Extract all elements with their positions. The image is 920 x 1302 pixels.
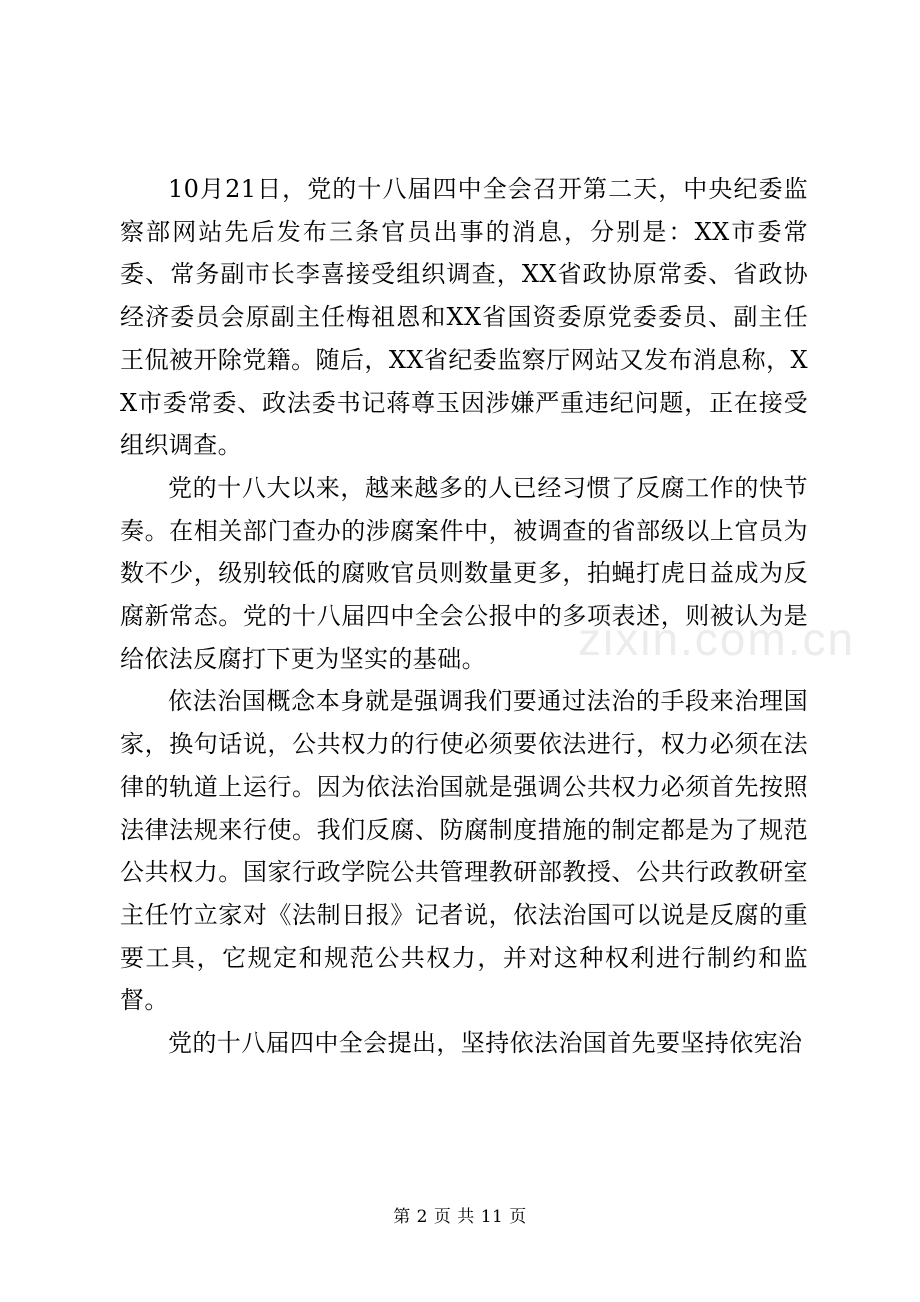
- page-number-footer: 第 2 页 共 11 页: [393, 1207, 527, 1227]
- paragraph-4: 党的十八届四中全会提出，坚持依法治国首先要坚持依宪治: [168, 1029, 803, 1058]
- paragraph-1: 10月21日，党的十八届四中全会召开第二天，中央纪委监察部网站先后发布三条官员出事的消息，分别是：XX市委常委、常务副市长李喜接受组织调查，XX省政协原常委、省政协经济委员会原副主任梅祖恩和XX省国资委原党委委员、副主任王侃被开除党籍。随后，XX省纪委监察厅网站又发布消息称，XX市委常委、政法委书记蒋尊玉因涉嫌严重违纪问题，正在接受组织调查。: [120, 175, 808, 460]
- paragraph-2: 党的十八大以来，越来越多的人已经习惯了反腐工作的快节奏。在相关部门查办的涉腐案件中，被调查的省部级以上官员为数不少，级别较低的腐败官员则数量更多，拍蝇打虎日益成为反腐新常态。党的十八届四中全会公报中的多项表述，则被认为是给依法反腐打下更为坚实的基础。: [120, 473, 808, 673]
- paragraph-3: 依法治国概念本身就是强调我们要通过法治的手段来治理国家，换句话说，公共权力的行使必须要依法进行，权力必须在法律的轨道上运行。因为依法治国就是强调公共权力必须首先按照法律法规来行使。我们反腐、防腐制度措施的制定都是为了规范公共权力。国家行政学院公共管理教研部教授、公共行政教研室主任竹立家对《法制日报》记者说，依法治国可以说是反腐的重要工具，它规定和规范公共权力，并对这种权利进行制约和监督。: [120, 687, 808, 1015]
- document-body: [120, 168, 808, 1065]
- watermark-text: zixin.com.cn: [578, 613, 856, 665]
